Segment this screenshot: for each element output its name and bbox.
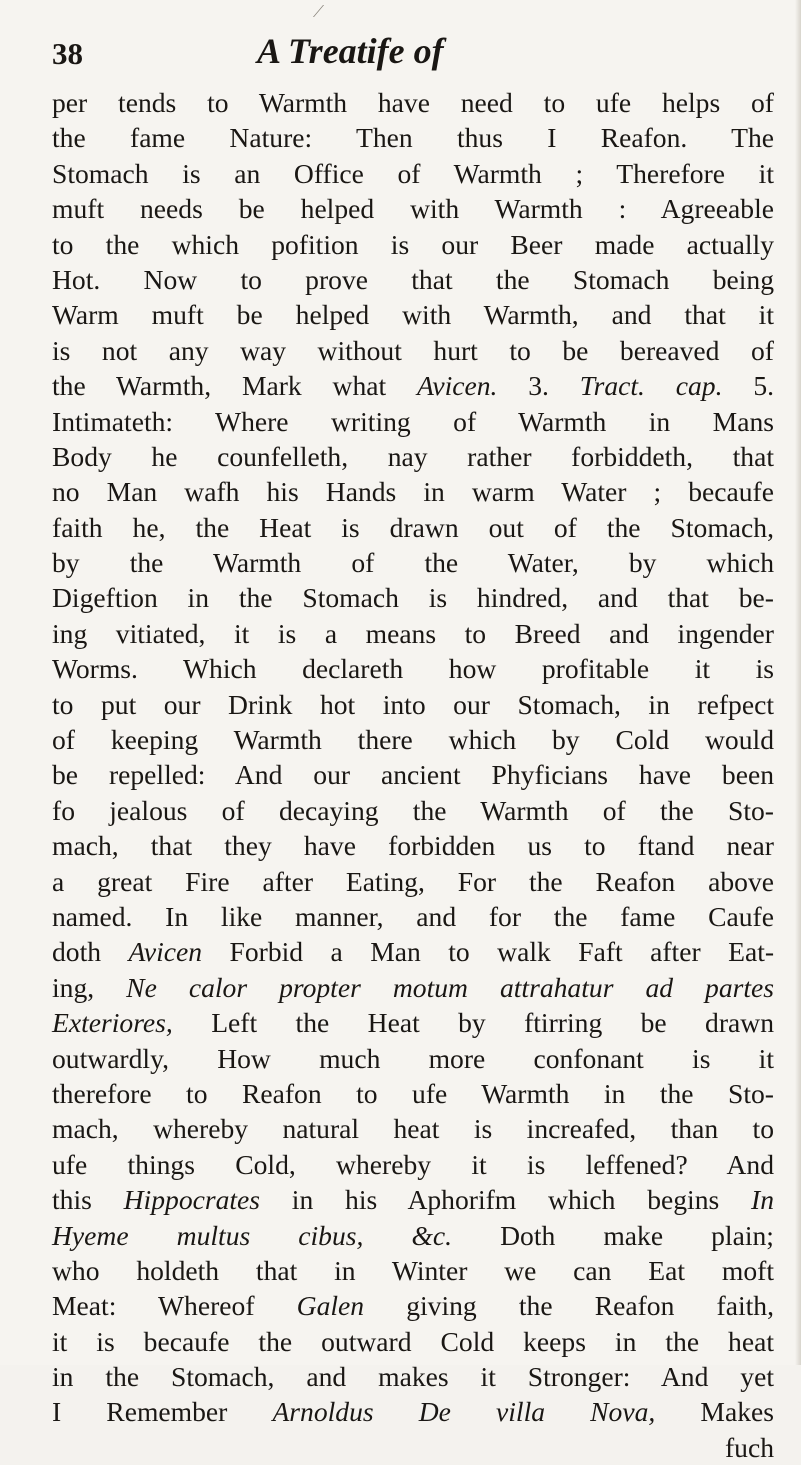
text-line: outwardly, How much more confonant is it (52, 1042, 774, 1074)
text-line: to the which pofition is our Beer made actually (52, 228, 774, 260)
text-line: Hot. Now to prove that the Stomach being (52, 263, 774, 295)
text-line: ing, Ne calor propter motum attrahatur ad partes (52, 971, 775, 1003)
text-line: the fame Nature: Then thus I Reafon. The (52, 122, 774, 154)
page-edge-shadow (795, 0, 801, 1365)
text-line: fuch (724, 1431, 774, 1463)
page-header (52, 30, 752, 80)
text-line: Worms. Which declareth how profitable it is (52, 653, 774, 685)
text-line: therefore to Reafon to ufe Warmth in the Sto- (52, 1077, 774, 1109)
text-line: per tends to Warmth have need to ufe helps of (52, 87, 774, 118)
text-line: Digeftion in the Stomach is hindred, and that be- (52, 582, 774, 614)
text-line: doth Avicen Forbid a Man to walk Faft after Eat- (52, 936, 775, 968)
text-line: Warm muft be helped with Warmth, and that it (52, 299, 774, 331)
text-line: in the Stomach, and makes it Stronger: And yet (52, 1361, 774, 1393)
text-line: be repelled: And our ancient Phyficians have been (52, 759, 774, 791)
text-line: Exteriores, Left the Heat by ftirring be drawn (52, 1007, 775, 1039)
running-title: A Treatife of (257, 31, 444, 71)
text-line: mach, that they have forbidden us to ftand near (52, 830, 774, 862)
text-line: faith he, the Heat is drawn out of the Stomach, (52, 511, 774, 543)
text-line: Body he counfelleth, nay rather forbiddeth, that (52, 440, 774, 472)
text-line: Meat: Whereof Galen giving the Reafon faith, (52, 1290, 774, 1322)
text-line: of keeping Warmth there which by Cold would (52, 724, 774, 756)
text-line: Stomach is an Office of Warmth ; Therefore it (52, 157, 774, 189)
text-line: by the Warmth of the Water, by which (52, 547, 774, 579)
body-text (52, 85, 774, 1465)
stray-mark (313, 5, 334, 17)
text-line: is not any way without hurt to be bereaved of (52, 334, 774, 366)
page-number: 38 (52, 36, 83, 71)
text-line: the Warmth, Mark what Avicen. 3. Tract. cap. 5. (52, 370, 775, 402)
text-line: mach, whereby natural heat is increafed, than to (52, 1113, 774, 1145)
text-line: I Remember Arnoldus De villa Nova, Makes (52, 1396, 774, 1428)
text-line: this Hippocrates in his Aphorifm which begins In (52, 1184, 774, 1216)
text-line: no Man wafh his Hands in warm Water ; becaufe (52, 476, 774, 508)
text-line: who holdeth that in Winter we can Eat moft (52, 1254, 774, 1286)
text-line: a great Fire after Eating, For the Reafon above (52, 865, 774, 897)
text-line: ing vitiated, it is a means to Breed and ingender (52, 617, 774, 649)
text-line: Intimateth: Where writing of Warmth in Mans (52, 405, 774, 437)
text-line: Hyeme multus cibus, &c. Doth make plain; (52, 1219, 774, 1251)
text-line: to put our Drink hot into our Stomach, in refpect (52, 688, 774, 720)
text-line: fo jealous of decaying the Warmth of the Sto- (52, 794, 774, 826)
text-line: it is becaufe the outward Cold keeps in the heat (52, 1325, 774, 1357)
text-line: named. In like manner, and for the fame Caufe (52, 900, 774, 932)
text-line: ufe things Cold, whereby it is leffened? And (52, 1148, 774, 1180)
text-line: muft needs be helped with Warmth : Agreeable (52, 193, 774, 225)
